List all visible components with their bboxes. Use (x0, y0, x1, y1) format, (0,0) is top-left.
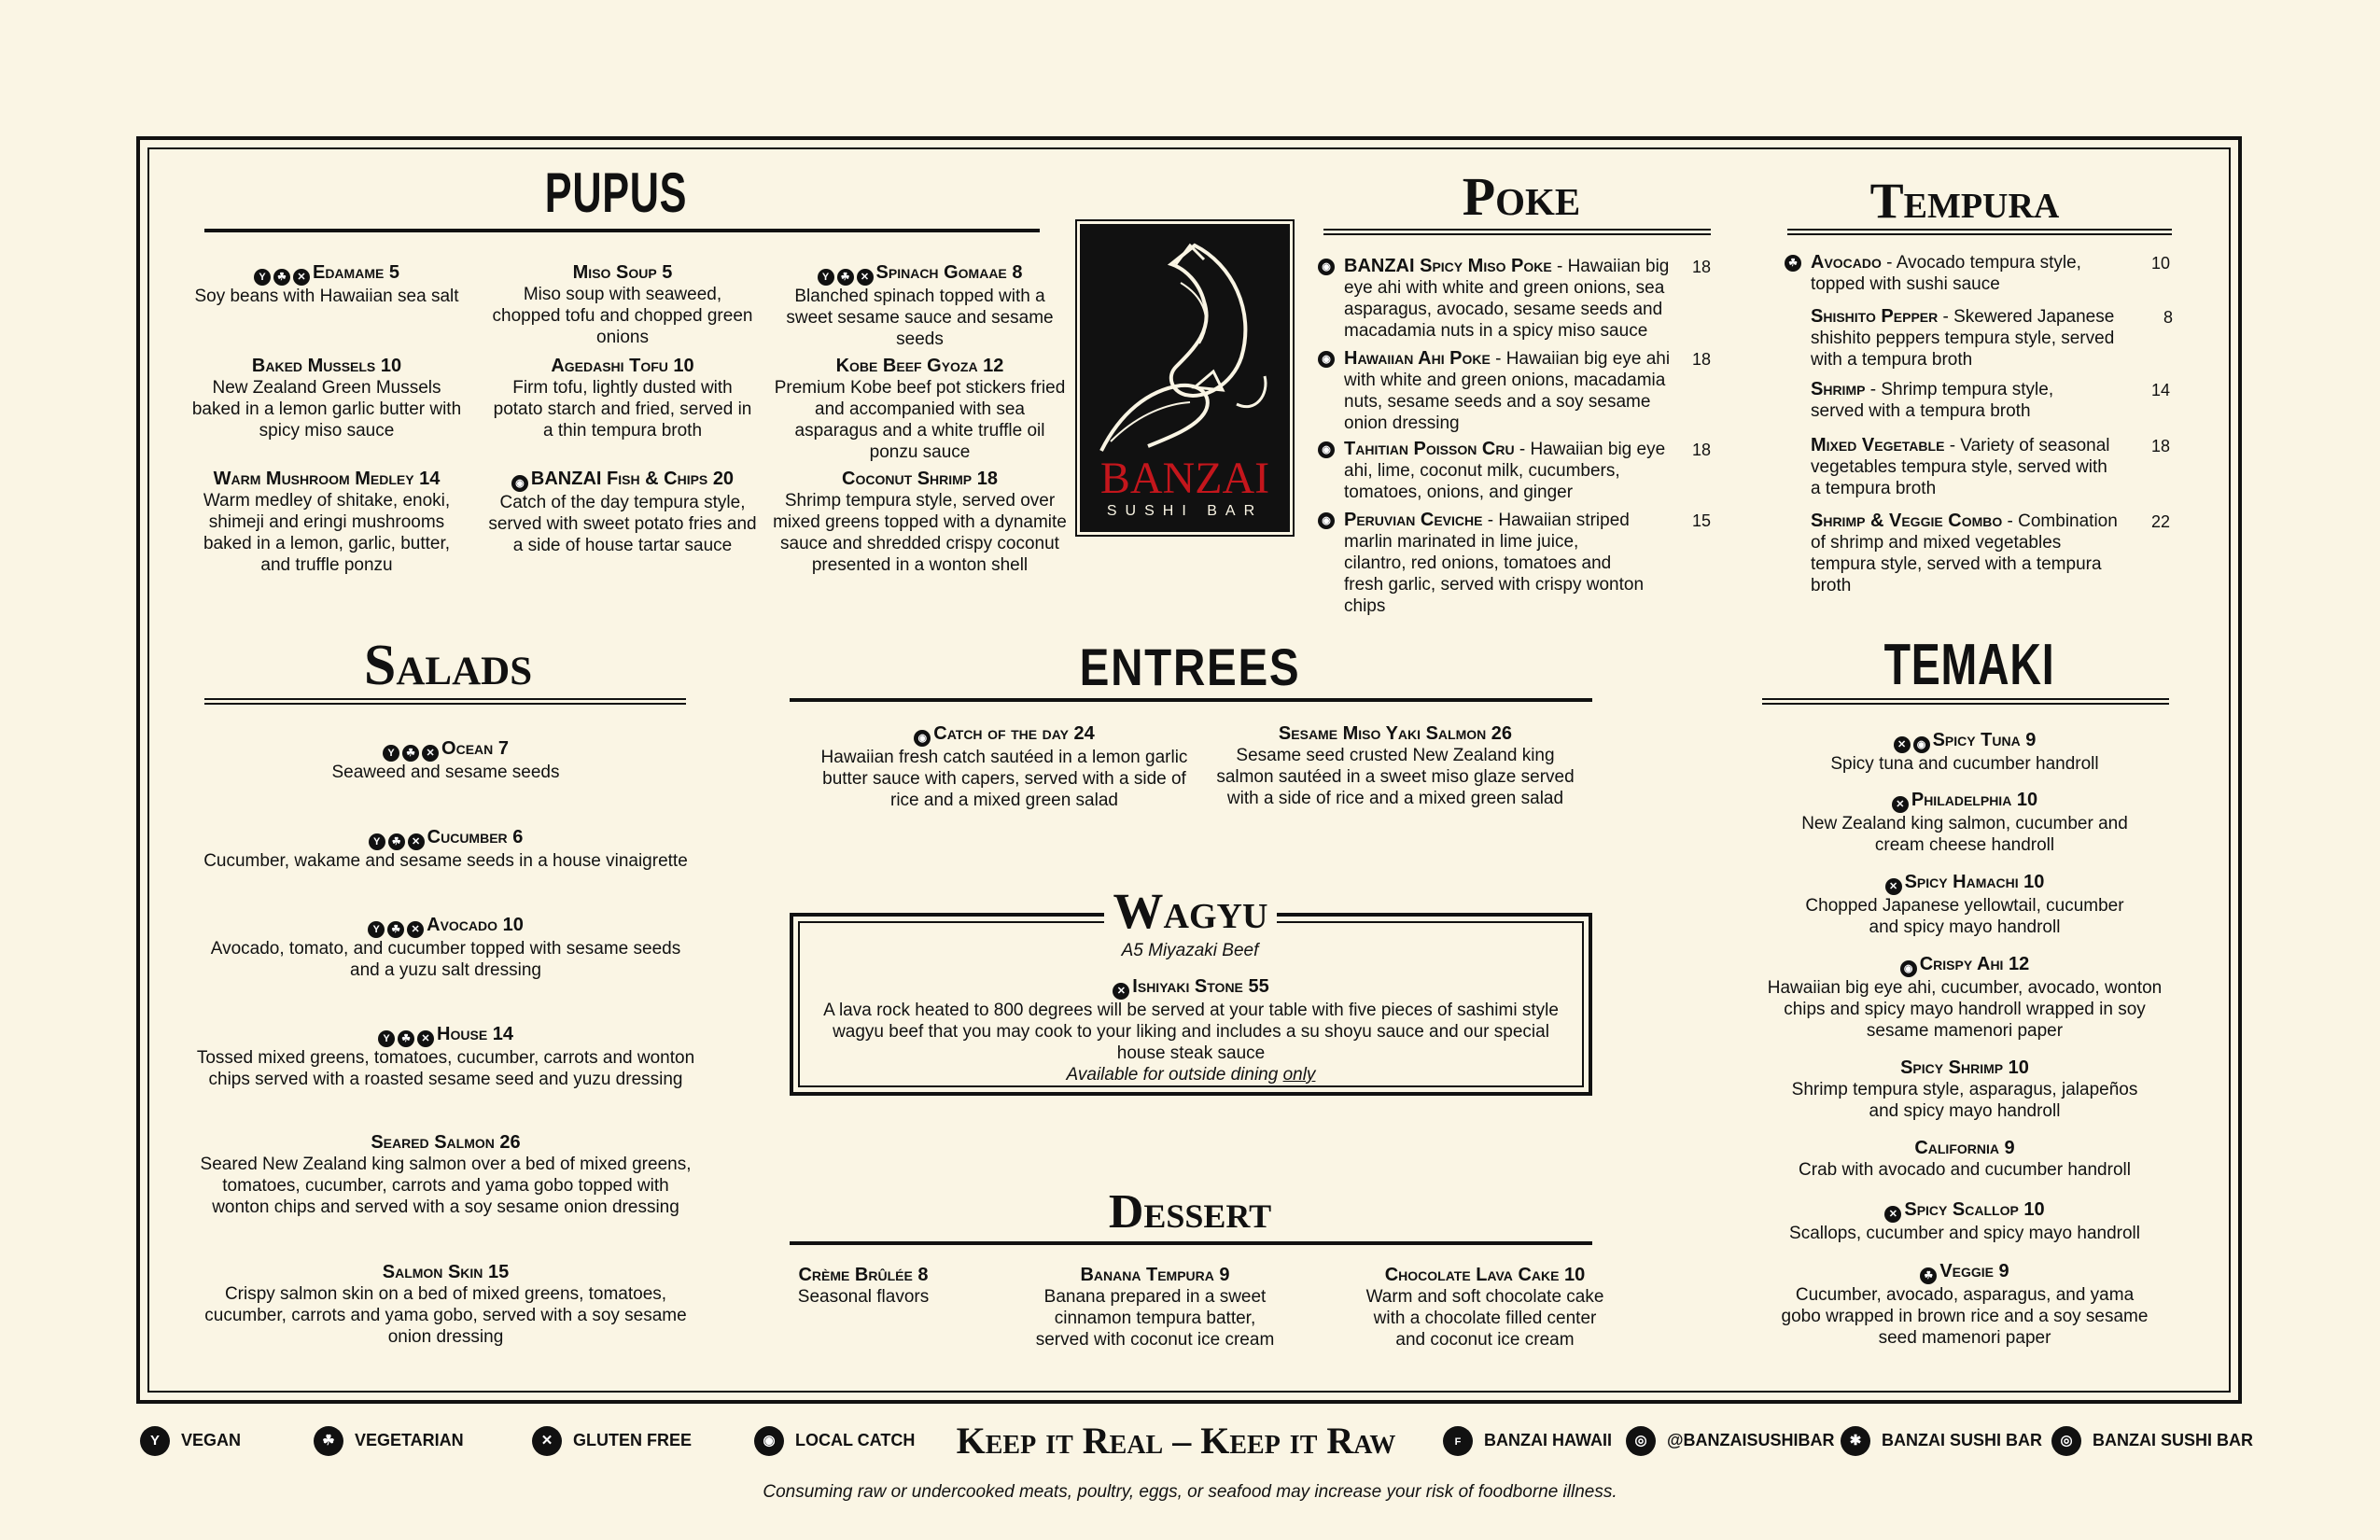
item-desc: Crab with avocado and cucumber handroll (1799, 1160, 2131, 1180)
poke-price-spicy-miso: 18 (1692, 258, 1712, 276)
item-desc: Hawaiian big eye ahi, cucumber, avocado, wonton chips and spicy mayo handroll wrapped in soy sesame mamenori paper (1767, 978, 2163, 1041)
salads-item-salmon-skin (196, 1262, 695, 1348)
salads-item-house (196, 1024, 695, 1090)
tempura-item-shrimp-veggie-combo (1811, 511, 2119, 596)
poke-price-peruvian-ceviche: 15 (1692, 511, 1712, 530)
vegetarian-icon: ☘ (402, 745, 419, 762)
gluten-free-icon: ✕ (1884, 1206, 1901, 1223)
item-desc: Catch of the day tempura style, served with sweet potato fries and a side of house tartar sauce (488, 493, 757, 555)
item-name: Spicy Hamachi 10 (1904, 872, 2045, 892)
item-desc: - Combination of shrimp and mixed vegetables tempura style, served with a tempura broth (1811, 511, 2118, 595)
pupus-item-edamame (191, 262, 462, 307)
local-catch-icon: ◉ (1318, 351, 1335, 368)
item-desc: Seared New Zealand king salmon over a bed of mixed greens, tomatoes, cucumber, carrots and yama gobo topped with wonton chips and served with a soy sesame onion dressing (200, 1155, 692, 1217)
legend-vegan (140, 1426, 241, 1456)
item-desc: Cucumber, wakame and sesame seeds in a house vinaigrette (203, 851, 688, 871)
temaki-item-veggie (1755, 1261, 2175, 1349)
poke-item-hawaiian-ahi (1318, 348, 1682, 434)
item-name: Shishito Pepper (1811, 306, 1939, 327)
vegan-icon: Y (383, 745, 399, 762)
tempura-item-mixed-vegetable (1811, 435, 2119, 499)
salads-title: Salads (363, 634, 533, 697)
temaki-item-philadelphia (1755, 790, 2175, 856)
tempura-price-shishito: 8 (2163, 308, 2174, 327)
item-name: Avocado (1811, 252, 1882, 273)
vegan-icon: Y (254, 269, 271, 286)
social-label: BANZAI SUSHI BAR (1882, 1430, 2043, 1449)
social-tripadvisor[interactable] (2051, 1426, 2253, 1456)
item-desc: - Avocado tempura style, topped with sushi sauce (1811, 253, 2081, 294)
poke-item-peruvian-ceviche (1318, 510, 1645, 617)
entrees-rule (790, 698, 1592, 702)
vegetarian-icon: ☘ (388, 833, 405, 850)
salads-item-cucumber (196, 827, 695, 872)
item-desc: - Skewered Japanese shishito peppers tempura style, served with a tempura broth (1811, 307, 2115, 370)
tripadvisor-icon: ◎ (2051, 1426, 2081, 1456)
vegetarian-icon: ☘ (387, 921, 404, 938)
legend-vegetarian (314, 1426, 464, 1456)
gluten-free-icon: ✕ (408, 833, 425, 850)
pupus-item-warm-mushroom-medley (191, 469, 462, 576)
local-catch-icon: ◉ (511, 475, 528, 492)
local-catch-icon: ◉ (1318, 441, 1335, 458)
temaki-item-spicy-shrimp (1755, 1057, 2175, 1122)
tempura-rule (1787, 229, 2172, 235)
item-name: Cucumber 6 (427, 827, 524, 847)
wagyu-title: Wagyu (1104, 882, 1277, 940)
item-desc: New Zealand king salmon, cucumber and cream cheese handroll (1801, 814, 2128, 855)
item-name: Banana Tempura 9 (1080, 1265, 1230, 1285)
item-name: Coconut Shrimp 18 (842, 469, 998, 489)
wagyu-note (808, 1064, 1574, 1085)
item-desc: Miso soup with seaweed, chopped tofu and chopped green onions (492, 285, 753, 347)
social-label: @BANZAISUSHIBAR (1667, 1430, 1835, 1449)
vegetarian-icon: ☘ (1785, 255, 1801, 272)
social-instagram[interactable] (1626, 1426, 1835, 1456)
banzai-logo (1080, 224, 1290, 532)
item-desc: Shrimp tempura style, served over mixed greens topped with a dynamite sauce and shredded crispy coconut presented in a wonton shell (773, 491, 1067, 575)
pupus-item-coconut-shrimp (773, 469, 1067, 576)
poke-item-spicy-miso (1318, 256, 1682, 342)
dessert-title: Dessert (1108, 1185, 1272, 1239)
item-name: Mixed Vegetable (1811, 435, 1945, 455)
social-yelp[interactable] (1841, 1426, 2042, 1456)
vegetarian-icon: ☘ (837, 269, 854, 286)
item-name: Peruvian Ceviche (1344, 510, 1483, 530)
item-name: Baked Mussels 10 (251, 356, 402, 376)
item-name: Spicy Tuna 9 (1932, 730, 2037, 750)
item-name: Ishiyaki Stone 55 (1132, 976, 1269, 997)
item-name: Seared Salmon 26 (371, 1132, 521, 1153)
item-name: Shrimp (1811, 379, 1866, 399)
koi-fish-icon (1083, 227, 1287, 460)
tempura-price-avocado: 10 (2151, 254, 2171, 273)
legend-gluten-free (532, 1426, 692, 1456)
item-desc: New Zealand Green Mussels baked in a lemon garlic butter with spicy miso sauce (191, 378, 462, 441)
item-desc: Seasonal flavors (797, 1287, 930, 1307)
tempura-item-avocado (1785, 252, 2121, 295)
vegan-icon: Y (368, 921, 385, 938)
dessert-item-banana-tempura (1027, 1265, 1283, 1351)
item-desc: Premium Kobe beef pot stickers fried and accompanied with sea asparagus and a white truffle oil ponzu sauce (774, 378, 1066, 462)
item-name: Crispy Ahi 12 (1919, 954, 2030, 974)
item-name: Spicy Shrimp 10 (1900, 1057, 2029, 1078)
item-desc: Seaweed and sesame seeds (331, 763, 560, 782)
dessert-item-chocolate-lava-cake (1359, 1265, 1611, 1351)
local-catch-icon: ◉ (1318, 512, 1335, 529)
tempura-item-shishito (1811, 306, 2119, 371)
item-name: Kobe Beef Gyoza 12 (835, 356, 1004, 376)
item-desc: Firm tofu, lightly dusted with potato starch and fried, served in a thin tempura broth (493, 378, 752, 441)
item-desc: Blanched spinach topped with a sweet sesame sauce and sesame seeds (786, 287, 1054, 349)
item-name: Agedashi Tofu 10 (551, 356, 694, 376)
item-desc: Warm and soft chocolate cake with a chocolate filled center and coconut ice cream (1365, 1287, 1604, 1350)
item-desc: - Hawaiian striped marlin marinated in lime juice, cilantro, red onions, tomatoes and fresh garlic, served with crispy wonton chips (1344, 511, 1645, 616)
gluten-free-icon: ✕ (1885, 878, 1902, 895)
local-catch-icon: ◉ (1900, 960, 1917, 977)
item-name: Ocean 7 (441, 738, 509, 759)
item-desc: - Hawaiian big eye ahi with white and green onions, macadamia nuts, sesame seeds and a soy sesame onion dressing (1344, 349, 1671, 433)
gluten-free-icon: ✕ (857, 269, 874, 286)
legend-label: GLUTEN FREE (573, 1430, 693, 1449)
temaki-item-spicy-hamachi (1755, 872, 2175, 938)
tempura-price-shrimp: 14 (2151, 381, 2171, 399)
item-name: Veggie 9 (1939, 1261, 2009, 1281)
item-desc: Scallops, cucumber and spicy mayo handroll (1789, 1224, 2140, 1243)
wagyu-item (808, 976, 1574, 1085)
instagram-icon: ◎ (1626, 1426, 1656, 1456)
vegetarian-icon: ☘ (1920, 1267, 1937, 1284)
vegetarian-icon: ☘ (398, 1030, 414, 1047)
pupus-item-miso-soup (487, 262, 758, 348)
item-desc: - Variety of seasonal vegetables tempura style, served with a tempura broth (1811, 436, 2110, 498)
vegan-icon: Y (378, 1030, 395, 1047)
temaki-title: TEMAKI (1883, 633, 2055, 697)
item-name: House 14 (437, 1024, 513, 1044)
item-name: Avocado 10 (427, 915, 524, 935)
gluten-free-icon: ✕ (1894, 736, 1911, 753)
item-name: Sesame Miso Yaki Salmon 26 (1278, 723, 1513, 744)
item-desc: Tossed mixed greens, tomatoes, cucumber, carrots and wonton chips served with a roasted sesame seed and yuzu dressing (196, 1048, 695, 1089)
salads-item-seared-salmon (196, 1132, 695, 1218)
temaki-item-crispy-ahi (1755, 954, 2175, 1042)
item-desc: Shrimp tempura style, asparagus, jalapeños and spicy mayo handroll (1791, 1080, 2138, 1121)
item-name: Crème Brûlée 8 (798, 1265, 929, 1285)
item-name: Catch of the day 24 (933, 723, 1095, 744)
salads-item-avocado (196, 915, 695, 981)
vegan-icon: Y (818, 269, 834, 286)
disclaimer: Consuming raw or undercooked meats, poultry, eggs, or seafood may increase your risk of foodborne illness. (763, 1482, 1617, 1502)
item-desc: Cucumber, avocado, asparagus, and yama gobo wrapped in brown rice and a soy sesame seed mamenori paper (1781, 1285, 2149, 1348)
pupus-item-kobe-beef-gyoza (773, 356, 1067, 463)
pupus-item-fish-and-chips (487, 469, 758, 556)
item-name: Spinach Gomaae 8 (875, 262, 1023, 283)
poke-rule (1323, 229, 1711, 235)
tagline: Keep it Real – Keep it Raw (956, 1420, 1396, 1462)
item-desc: - Hawaiian big eye ahi with white and green onions, sea asparagus, avocado, sesame seeds and macadamia nuts in a spicy miso sauce (1344, 257, 1670, 341)
poke-item-poisson-cru (1318, 439, 1682, 503)
facebook-icon: f (1443, 1426, 1473, 1456)
temaki-rule (1762, 698, 2169, 705)
social-label: BANZAI SUSHI BAR (2093, 1430, 2254, 1449)
item-desc: Soy beans with Hawaiian sea salt (194, 287, 459, 306)
social-facebook[interactable] (1443, 1426, 1612, 1456)
vegetarian-icon: ☘ (314, 1426, 343, 1456)
item-name: Philadelphia 10 (1911, 790, 2038, 810)
item-desc: Chopped Japanese yellowtail, cucumber and spicy mayo handroll (1805, 896, 2124, 937)
poke-title: Poke (1462, 166, 1581, 227)
item-name: Shrimp & Veggie Combo (1811, 511, 2003, 531)
item-name: Warm Mushroom Medley 14 (213, 469, 441, 489)
entrees-item-miso-yaki-salmon (1213, 723, 1577, 809)
salads-rule (204, 698, 686, 705)
item-desc: - Hawaiian big eye ahi, lime, coconut milk, cucumbers, tomatoes, onions, and ginger (1344, 440, 1666, 502)
gluten-free-icon: ✕ (422, 745, 439, 762)
legend-local-catch (754, 1426, 915, 1456)
item-desc: Hawaiian fresh catch sautéed in a lemon garlic butter sauce with capers, served with a side of rice and a mixed green salad (820, 748, 1188, 810)
pupus-title: PUPUS (544, 161, 688, 224)
salads-item-ocean (196, 738, 695, 783)
poke-price-hawaiian-ahi: 18 (1692, 350, 1712, 369)
logo-name: BANZAI (1099, 454, 1270, 503)
wagyu-note-emphasis: only (1282, 1065, 1316, 1085)
tempura-title: Tempura (1869, 173, 2060, 229)
legend-label: VEGAN (181, 1430, 242, 1449)
local-catch-icon: ◉ (754, 1426, 784, 1456)
gluten-free-icon: ✕ (1892, 796, 1909, 813)
legend-label: LOCAL CATCH (795, 1430, 916, 1449)
temaki-item-spicy-scallop (1755, 1199, 2175, 1244)
item-desc: A lava rock heated to 800 degrees will be served at your table with five pieces of sashimi style wagyu beef that you may cook to your liking and includes a su shoyu sauce and our special house steak sauce (823, 1001, 1559, 1063)
item-name: Spicy Scallop 10 (1904, 1199, 2045, 1220)
item-name: Edamame 5 (312, 262, 399, 283)
item-name: BANZAI Spicy Miso Poke (1344, 256, 1552, 276)
item-name: Salmon Skin 15 (382, 1262, 510, 1282)
entrees-title: ENTREES (1079, 637, 1301, 696)
item-name: Chocolate Lava Cake 10 (1384, 1265, 1586, 1285)
wagyu-subtitle: A5 Miyazaki Beef (1121, 941, 1259, 960)
pupus-item-spinach-gomaae (773, 262, 1067, 350)
vegan-icon: Y (140, 1426, 170, 1456)
local-catch-icon: ◉ (1318, 259, 1335, 275)
pupus-item-baked-mussels (191, 356, 462, 441)
social-label: BANZAI HAWAII (1484, 1430, 1612, 1449)
yelp-icon: ✱ (1841, 1426, 1870, 1456)
gluten-free-icon: ✕ (293, 269, 310, 286)
item-desc: Banana prepared in a sweet cinnamon tempura batter, served with coconut ice cream (1035, 1287, 1275, 1350)
temaki-item-california (1755, 1138, 2175, 1181)
item-name: California 9 (1914, 1138, 2015, 1158)
tempura-item-shrimp (1811, 379, 2091, 422)
vegetarian-icon: ☘ (273, 269, 290, 286)
gluten-free-icon: ✕ (417, 1030, 434, 1047)
dessert-rule (790, 1241, 1592, 1245)
local-catch-icon: ◉ (914, 730, 931, 747)
item-desc: Sesame seed crusted New Zealand king salmon sautéed in a sweet miso glaze served with a side of rice and a mixed green salad (1216, 746, 1575, 808)
item-name: Hawaiian Ahi Poke (1344, 348, 1491, 369)
vegan-icon: Y (369, 833, 385, 850)
tempura-price-shrimp-veggie-combo: 22 (2151, 512, 2171, 531)
pupus-item-agedashi-tofu (487, 356, 758, 441)
dessert-item-creme-brulee (775, 1265, 952, 1308)
item-name: Tahitian Poisson Cru (1344, 439, 1515, 459)
pupus-rule (204, 229, 1040, 232)
logo-subtitle: SUSHI BAR (1106, 503, 1264, 519)
item-desc: - Shrimp tempura style, served with a tempura broth (1811, 380, 2054, 421)
gluten-free-icon: ✕ (532, 1426, 562, 1456)
item-desc: Crispy salmon skin on a bed of mixed greens, tomatoes, cucumber, carrots and yama gobo, served with a soy sesame onion dressing (204, 1284, 687, 1347)
gluten-free-icon: ✕ (1113, 983, 1129, 1000)
gluten-free-icon: ✕ (407, 921, 424, 938)
legend-label: VEGETARIAN (355, 1430, 464, 1449)
poke-price-poisson-cru: 18 (1692, 441, 1712, 459)
local-catch-icon: ◉ (1913, 736, 1930, 753)
tempura-price-mixed-vegetable: 18 (2151, 437, 2171, 455)
item-name: BANZAI Fish & Chips 20 (530, 469, 735, 489)
wagyu-note-text: Available for outside dining (1066, 1065, 1283, 1085)
item-desc: Warm medley of shitake, enoki, shimeji and eringi mushrooms baked in a lemon, garlic, butter, and truffle ponzu (203, 491, 451, 575)
temaki-item-spicy-tuna (1755, 730, 2175, 775)
entrees-item-catch-of-the-day (808, 723, 1200, 811)
item-name: Miso Soup 5 (572, 262, 673, 283)
item-desc: Spicy tuna and cucumber handroll (1830, 754, 2099, 774)
item-desc: Avocado, tomato, and cucumber topped with sesame seeds and a yuzu salt dressing (210, 939, 681, 980)
